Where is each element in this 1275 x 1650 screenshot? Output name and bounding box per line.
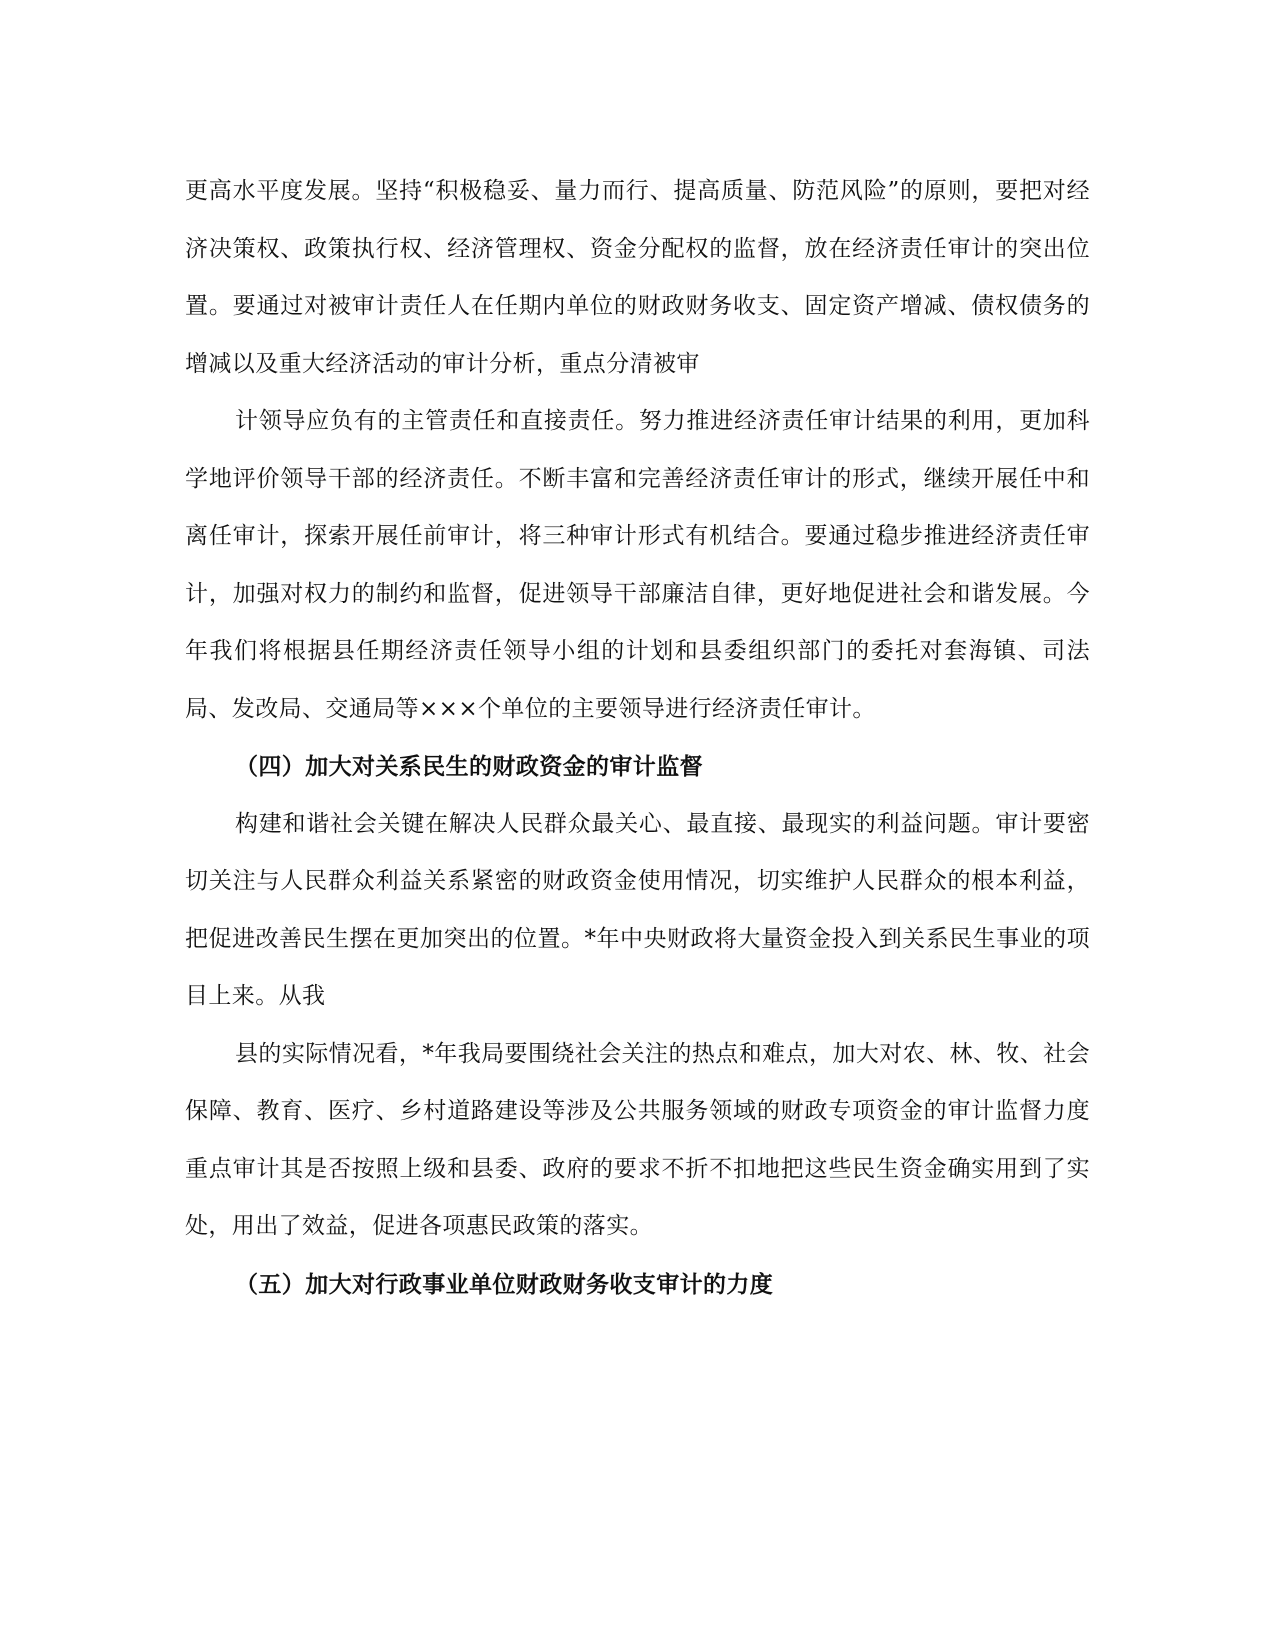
document-body [185, 163, 1090, 1313]
paragraph-county-situation: 县的实际情况看，*年我局要围绕社会关注的热点和难点，加大对农、林、牧、社会保障、教育、医疗、乡村道路建设等涉及公共服务领域的财政专项资金的审计监督力度重点审计其是否按照上级和县委、政府的要求不折不扣地把这些民生资金确实用到了实处，用出了效益，促进各项惠民政策的落实。 [185, 1040, 1090, 1239]
paragraph-livelihood-funds: 构建和谐社会关键在解决人民群众最关心、最直接、最现实的利益问题。审计要密切关注与人民群众利益关系紧密的财政资金使用情况，切实维护人民群众的根本利益，把促进改善民生摆在更加突出的位置。*年中央财政将大量资金投入到关系民生事业的项目上来。从我 [185, 810, 1090, 1009]
section-heading-5: （五）加大对行政事业单位财政财务收支审计的力度 [235, 1270, 774, 1298]
paragraph-economic-decision-oversight: 更高水平度发展。坚持“积极稳妥、量力而行、提高质量、防范风险”的原则，要把对经济决策权、政策执行权、经济管理权、资金分配权的监督，放在经济责任审计的突出位置。要通过对被审计责任人在任期内单位的财政财务收支、固定资产增减、债权债务的增减以及重大经济活动的审计分析，重点分清被审 [185, 178, 1090, 377]
section-heading-4: （四）加大对关系民生的财政资金的审计监督 [235, 753, 703, 780]
paragraph-responsibility-audit: 计领导应负有的主管责任和直接责任。努力推进经济责任审计结果的利用，更加科学地评价领导干部的经济责任。不断丰富和完善经济责任审计的形式，继续开展任中和离任审计，探索开展任前审计，将三种审计形式有机结合。要通过稳步推进经济责任审计，加强对权力的制约和监督，促进领导干部廉洁自律，更好地促进社会和谐发展。今年我们将根据县任期经济责任领导小组的计划和县委组织部门的委托对套海镇、司法局、发改局、交通局等×××个单位的主要领导进行经济责任审计。 [185, 408, 1090, 722]
